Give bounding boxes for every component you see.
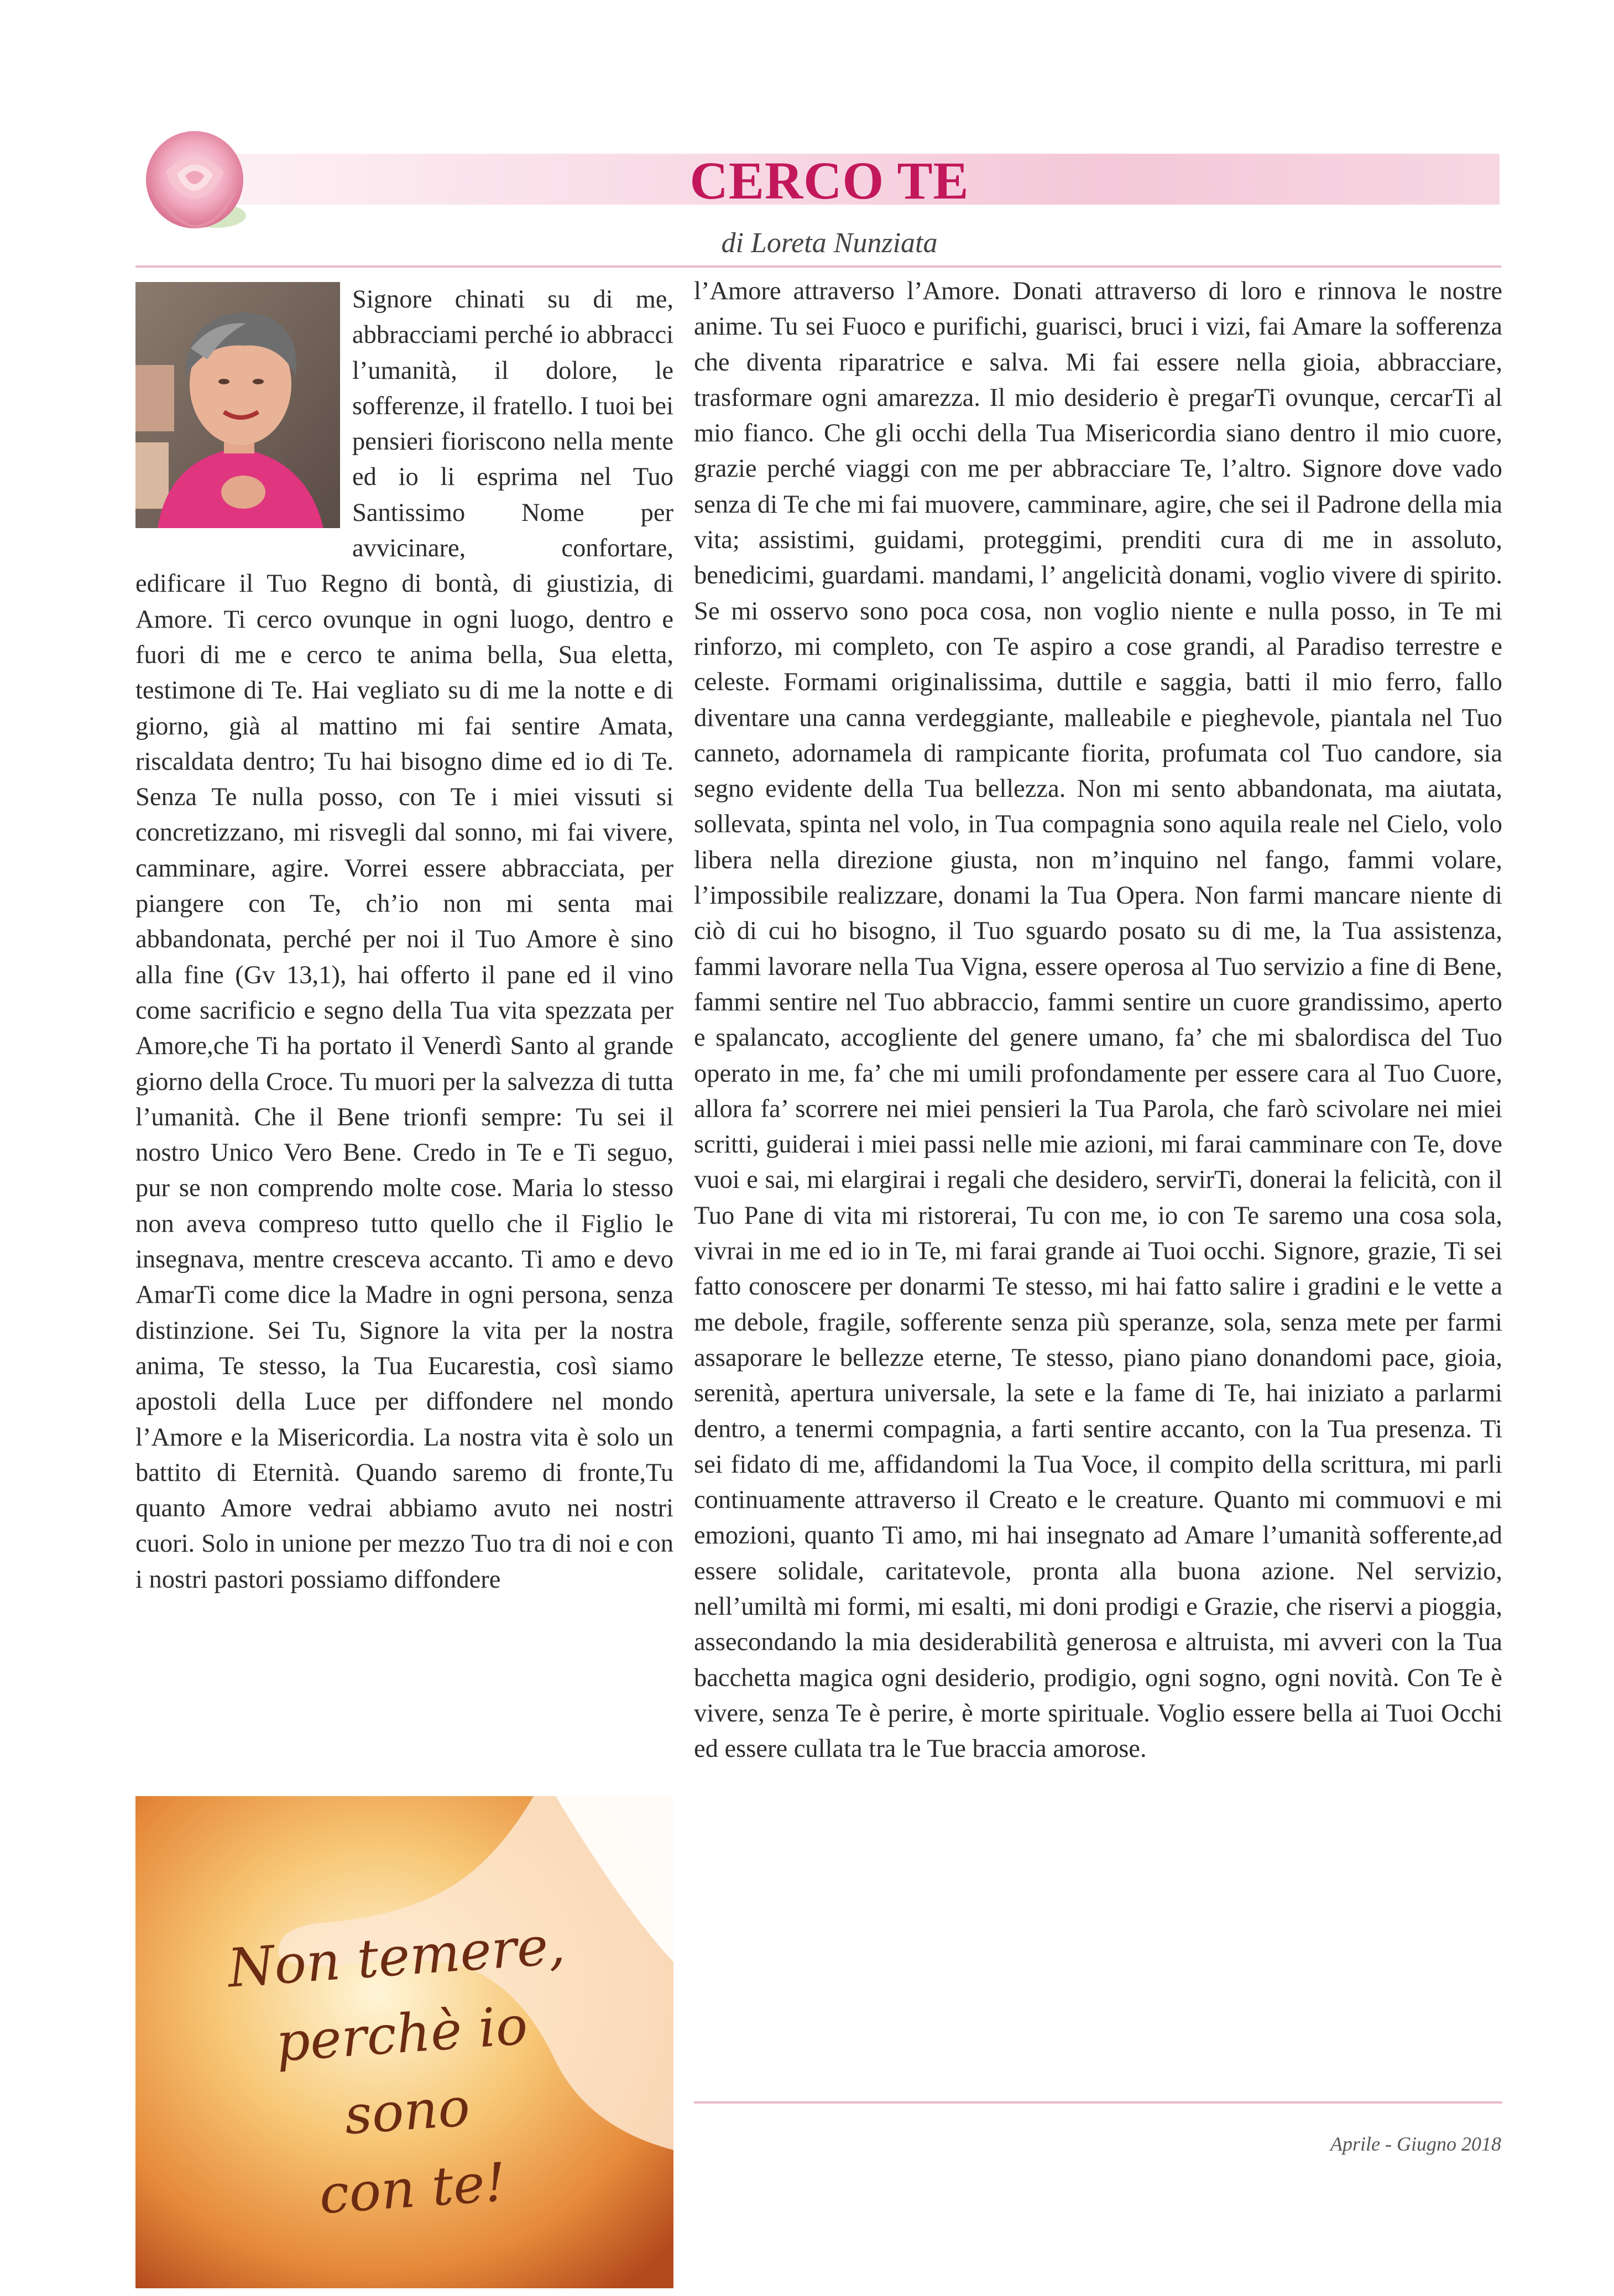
rose-icon — [133, 119, 260, 246]
left-column — [135, 282, 673, 1598]
author-photo — [135, 282, 340, 528]
quote-line: sono — [342, 2076, 472, 2147]
quote-line: Non temere, — [226, 1914, 567, 2000]
left-column-text: Signore chinati su di me, abbracciami perché io abbracci l’umanità, il dolore, le sofferenze, il fratello. I tuoi bei pensieri fioriscono nella mente ed io li esprima nel Tuo Santissimo Nome per avvicinare, confortare, edificare il Tuo Regno di bontà, di giustizia, di Amore. Ti cerco ovunque in ogni luogo, dentro e fuori di me e cerco te anima bella, Sua eletta, testimone di Te. Hai vegliato su di me la notte e di giorno, già al mattino mi fai sentire Amata, riscaldata dentro; Tu hai bisogno dime ed io di Te. Senza Te nulla posso, con Te i miei vissuti si concretizzano, mi risvegli dal sonno, mi fai vivere, camminare, agire. Vorrei essere abbracciata, per piangere con Te, ch’io non mi senta mai abbandonata, perché per noi il Tuo Amore è sino alla fine (Gv 13,1), hai offerto il pane ed il vino come sacrificio e segno della Tua vita spezzata per Amore,che Ti ha portato il Venerdì Santo al grande giorno della Croce. Tu muori per la salvezza di tutta l’umanità. Che il Bene trionfi sempre: Tu sei il nostro Unico Vero Bene. Credo in Te e Ti seguo, pur se non comprendo molte cose. Maria lo stesso non aveva compreso tutto quello che il Figlio le insegnava, mentre cresceva accanto. Ti amo e devo AmarTi come dice la Madre in ogni persona, senza distinzione. Sei Tu, Signore la vita per la nostra anima, Te stesso, la Tua Eucarestia, così siamo apostoli della Luce per diffondere nel mondo l’Amore e la Misericordia. La nostra vita è solo un battito di Eternità. Quando saremo di fronte,Tu quanto Amore vedrai abbiamo avuto nei nostri cuori. Solo in unione per mezzo Tuo tra di noi e con i nostri pastori possiamo diffondere — [135, 285, 673, 1594]
right-column — [694, 274, 1502, 1767]
article-author: di Loreta Nunziata — [721, 227, 938, 259]
quote-line: con te! — [317, 2151, 508, 2226]
quote-text — [135, 1900, 673, 2246]
divider-top — [135, 265, 1501, 268]
right-column-text: l’Amore attraverso l’Amore. Donati attraverso di loro e rinnova le nostre anime. Tu sei Fuoco e purifichi, guarisci, bruci i vizi, fai Amare la sofferenza che diventa riparatrice e salva. Mi fai essere nella gioia, abbracciare, trasformare ogni amarezza. Il mio desiderio è pregarTi ovunque, cercarTi al mio fianco. Che gli occhi della Tua Misericordia siano dentro il mio cuore, grazie perché viaggi con me per abbracciare Te, l’altro. Signore dove vado senza di Te che mi fai muovere, camminare, agire, che sei il Padrone della mia vita; assistimi, guidami, proteggimi, prenditi cura di me in assoluto, benedicimi, guardami. mandami, l’ angelicità donami, voglio vivere di spirito. Se mi osservo sono poca cosa, non voglio niente e nulla posso, in Te mi rinforzo, mi completo, con Te aspiro a cose grandi, al Paradiso terrestre e celeste. Formami originalissima, duttile e saggia, batti il mio ferro, fallo diventare una canna verdeggiante, malleabile e pieghevole, piantala nel Tuo canneto, adornamela di rampicante fiorita, profumata col Tuo candore, sia segno evidente della Tua bellezza. Non mi sento abbandonata, ma aiutata, sollevata, spinta nel volo, in Tua compagnia sono aquila reale nel Cielo, volo libera nella direzione giusta, non m’inquino nel fango, fammi volare, l’impossibile realizzare, donami la Tua Opera. Non farmi mancare niente di ciò di cui ho bisogno, il Tuo sguardo posato su di me, la Tua assistenza, fammi lavorare nella Tua Vigna, essere operosa al Tuo servizio a fine di Bene, fammi sentire nel Tuo abbraccio, fammi sentire un cuore grandissimo, aperto e spalancato, accogliente del genere umano, fa’ che mi sbalordisca del Tuo operato in me, fa’ che mi umili profondamente per essere cara al Tuo Cuore, allora fa’ scorrere nei miei pensieri la Tua Parola, che farò scivolare nei miei scritti, guiderai i miei passi nelle mie azioni, mi farai camminare con Te, dove vuoi e sai, mi elargirai i regali che desidero, servirTi, donerai la felicità, con il Tuo Pane di vita mi ristorerai, Tu con me, io con Te saremo una cosa sola, vivrai in me ed io in Te, mi farai grande ai Tuoi occhi. Signore, grazie, Ti sei fatto conoscere per donarmi Te stesso, mi hai fatto salire i gradini e le vette a me debole, fragile, sofferente senza più speranze, sola, senza mete per farmi assaporare le bellezze eterne, Te stesso, piano piano donandomi pace, gioia, serenità, apertura universale, la sete e la fame di Te, hai iniziato a parlarmi dentro, a tenermi compagnia, a farti sentire accanto, con la Tua presenza. Ti sei fidato di me, affidandomi la Tua Voce, il compito della scrittura, mi parli continuamente attraverso il Creato e le creature. Quanto mi commuovi e mi emozioni, quanto Ti amo, mi hai insegnato ad Amare l’umanità sofferente,ad essere solidale, caritatevole, pronta alla buona azione. Nel servizio, nell’umiltà mi formi, mi esalti, mi doni prodigi e Grazie, che riservi a pioggia, assecondando la mia desiderabilità generosa e altruista, mi avveri con la Tua bacchetta magica ogni desiderio, prodigio, ogni sogno, ogni novità. Con Te è vivere, senza Te è perire, è morte spirituale. Voglio essere bella ai Tuoi Occhi ed essere cullata tra le Tue braccia amorose. — [694, 277, 1502, 1763]
article-title: CERCO TE — [690, 151, 969, 210]
quote-image — [135, 1796, 673, 2288]
quote-line: perchè io — [274, 1994, 530, 2074]
divider-bottom — [694, 2101, 1502, 2104]
issue-footer: Aprile - Giugno 2018 — [1330, 2133, 1501, 2155]
